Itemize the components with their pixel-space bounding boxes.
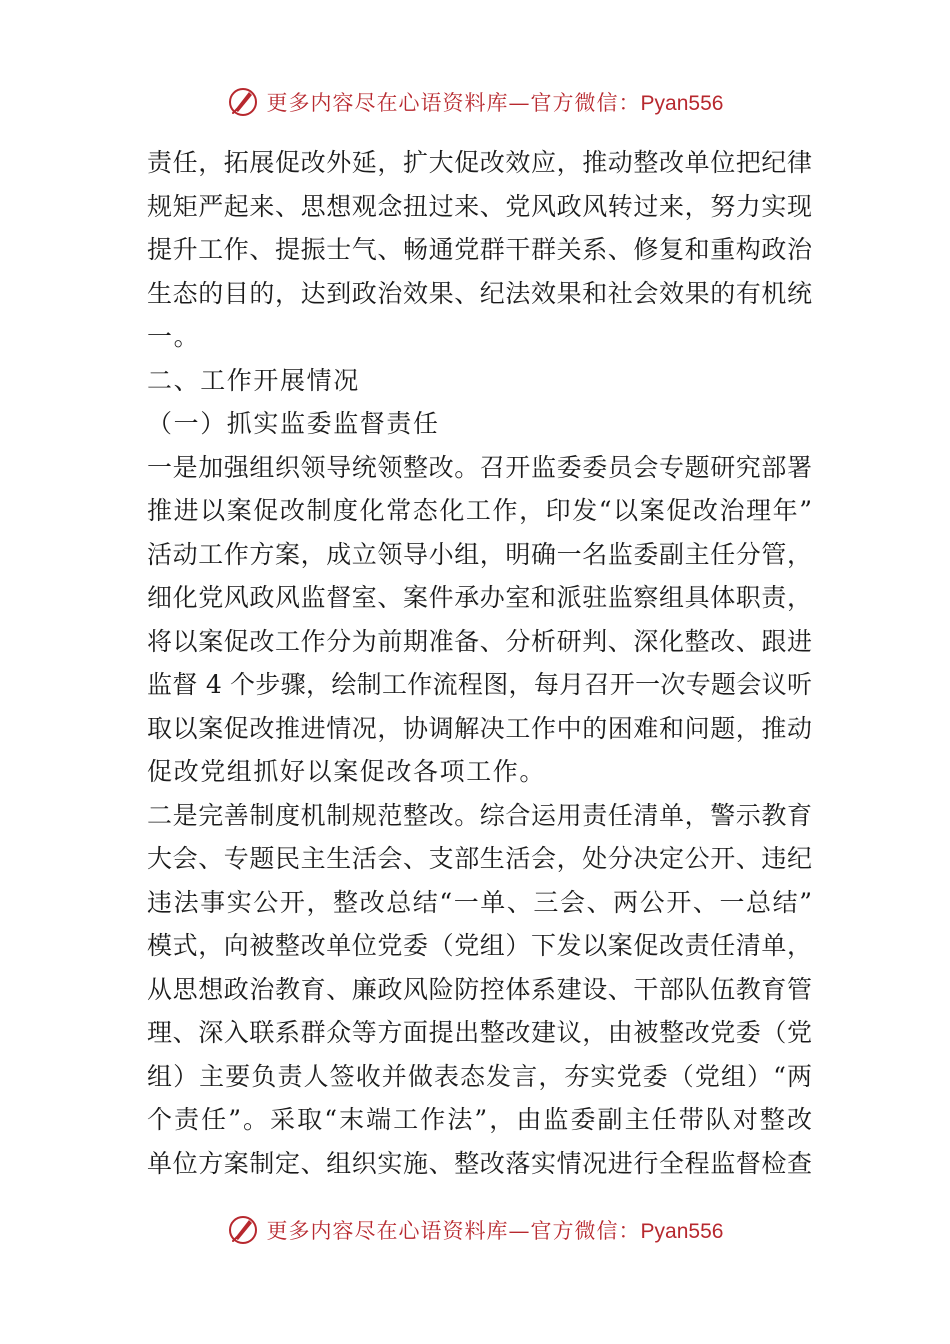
body-line: 责任，拓展促改外延，扩大促改效应，推动整改单位把纪律 xyxy=(147,148,812,177)
body-line: 一。 xyxy=(147,322,201,351)
section-heading: 二、工作开展情况 xyxy=(147,365,360,395)
body-line: 监督 4 个步骤，绘制工作流程图，每月召开一次专题会议听 xyxy=(147,670,812,699)
quill-pen-circle-icon xyxy=(227,86,259,118)
document-body xyxy=(147,141,812,1185)
body-line: 违法事实公开，整改总结“一单、三会、两公开、一总结” xyxy=(147,887,812,917)
body-line: 二是完善制度机制规范整改。综合运用责任清单，警示教育 xyxy=(147,800,812,830)
body-line: 规矩严起来、思想观念扭过来、党风政风转过来，努力实现 xyxy=(147,191,812,221)
body-line: 组）主要负责人签收并做表态发言，夯实党委（党组）“两 xyxy=(147,1061,812,1091)
quill-pen-circle-icon xyxy=(227,1214,259,1246)
watermark-text: 更多内容尽在心语资料库—官方微信：Pyan556 xyxy=(266,1219,724,1243)
body-line: 推进以案促改制度化常态化工作，印发“以案促改治理年” xyxy=(147,496,812,525)
body-line: 一是加强组织领导统领整改。召开监委委员会专题研究部署 xyxy=(147,452,812,482)
body-line: 促改党组抓好以案促改各项工作。 xyxy=(147,757,547,786)
subsection-heading: （一）抓实监委监督责任 xyxy=(147,409,440,438)
body-line: 个责任”。采取“末端工作法”，由监委副主任带队对整改 xyxy=(147,1105,812,1134)
body-line: 将以案促改工作分为前期准备、分析研判、深化整改、跟进 xyxy=(147,626,812,656)
watermark-wechat-id: Pyan556 xyxy=(640,1220,724,1243)
body-line: 单位方案制定、组织实施、整改落实情况进行全程监督检查 xyxy=(147,1148,812,1178)
body-line: 理、深入联系群众等方面提出整改建议，由被整改党委（党 xyxy=(147,1018,812,1047)
body-line: 从思想政治教育、廉政风险防控体系建设、干部队伍教育管 xyxy=(147,974,812,1004)
body-line: 细化党风政风监督室、案件承办室和派驻监察组具体职责， xyxy=(147,583,812,612)
watermark-banner-top xyxy=(0,82,950,122)
body-line: 生态的目的，达到政治效果、纪法效果和社会效果的有机统 xyxy=(147,278,812,308)
watermark-text: 更多内容尽在心语资料库—官方微信：Pyan556 xyxy=(266,91,724,115)
watermark-wechat-id: Pyan556 xyxy=(640,92,724,115)
body-line: 大会、专题民主生活会、支部生活会，处分决定公开、违纪 xyxy=(147,844,812,873)
watermark-banner-bottom xyxy=(0,1210,950,1250)
body-line: 提升工作、提振士气、畅通党群干群关系、修复和重构政治 xyxy=(147,235,812,264)
body-line: 活动工作方案，成立领导小组，明确一名监委副主任分管， xyxy=(147,539,812,569)
body-line: 模式，向被整改单位党委（党组）下发以案促改责任清单， xyxy=(147,931,812,960)
body-line: 取以案促改推进情况，协调解决工作中的困难和问题，推动 xyxy=(147,713,812,743)
